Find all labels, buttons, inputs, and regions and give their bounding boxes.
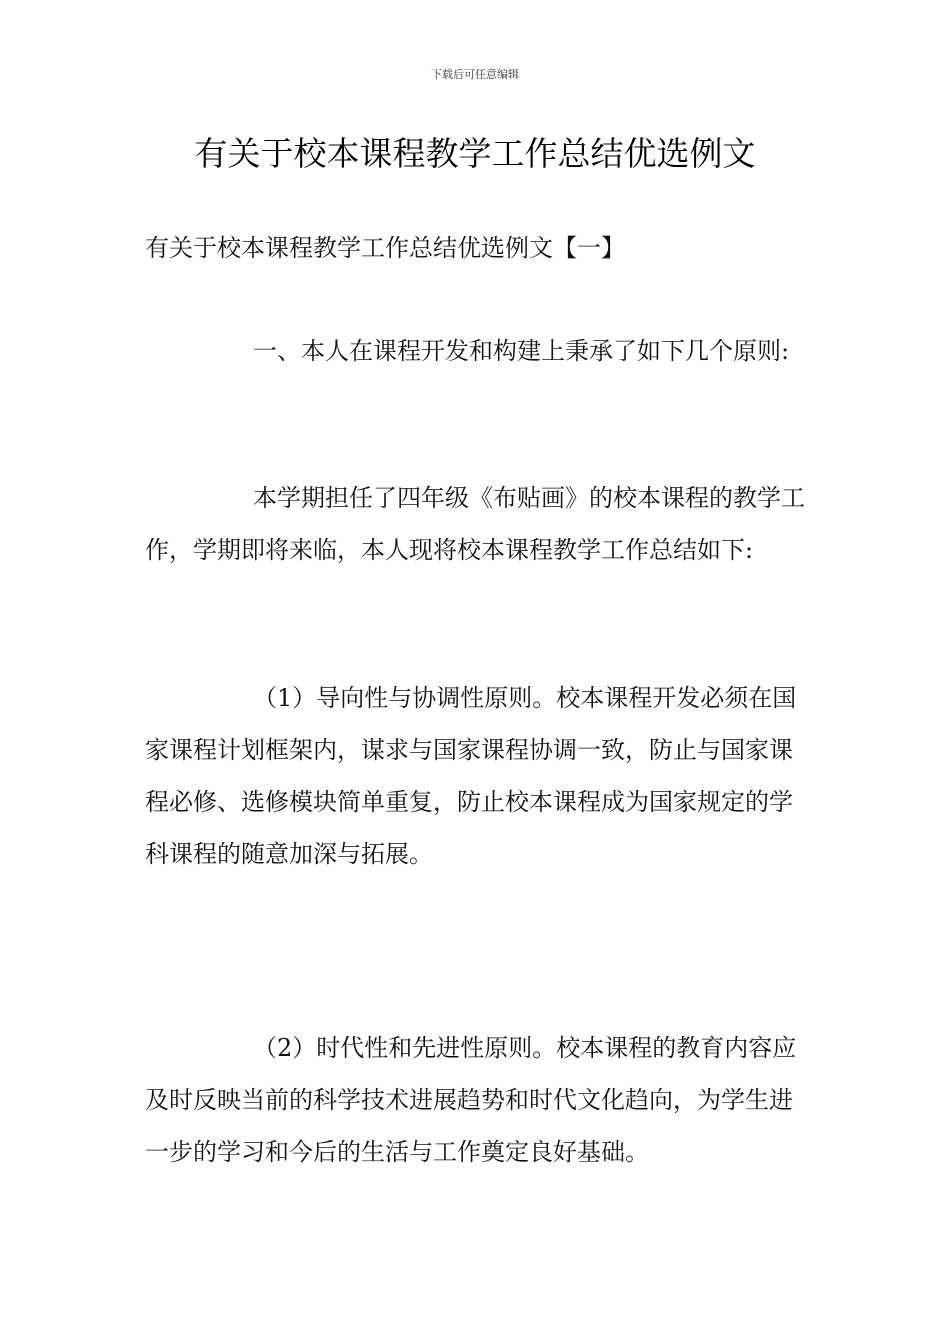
section-heading: 有关于校本课程教学工作总结优选例文【一】 — [145, 234, 625, 262]
header-note: 下载后可任意编辑 — [431, 68, 519, 81]
paragraph-principle-2: （2）时代性和先进性原则。校本课程的教育内容应及时反映当前的科学技术进展趋势和时代文化趋向，为学生进一步的学习和今后的生活与工作奠定良好基础。 — [145, 1034, 797, 1166]
document-title: 有关于校本课程教学工作总结优选例文 — [194, 134, 756, 173]
paragraph-summary-intro: 本学期担任了四年级《布贴画》的校本课程的教学工作，学期即将来临，本人现将校本课程教学工作总结如下: — [145, 484, 805, 564]
paragraph-principles-intro: 一、本人在课程开发和构建上秉承了如下几个原则: — [253, 337, 790, 365]
paragraph-principle-1: （1）导向性与协调性原则。校本课程开发必须在国家课程计划框架内，谋求与国家课程协调一致，防止与国家课程必修、选修模块简单重复，防止校本课程成为国家规定的学科课程的随意加深与拓展。 — [145, 684, 797, 868]
